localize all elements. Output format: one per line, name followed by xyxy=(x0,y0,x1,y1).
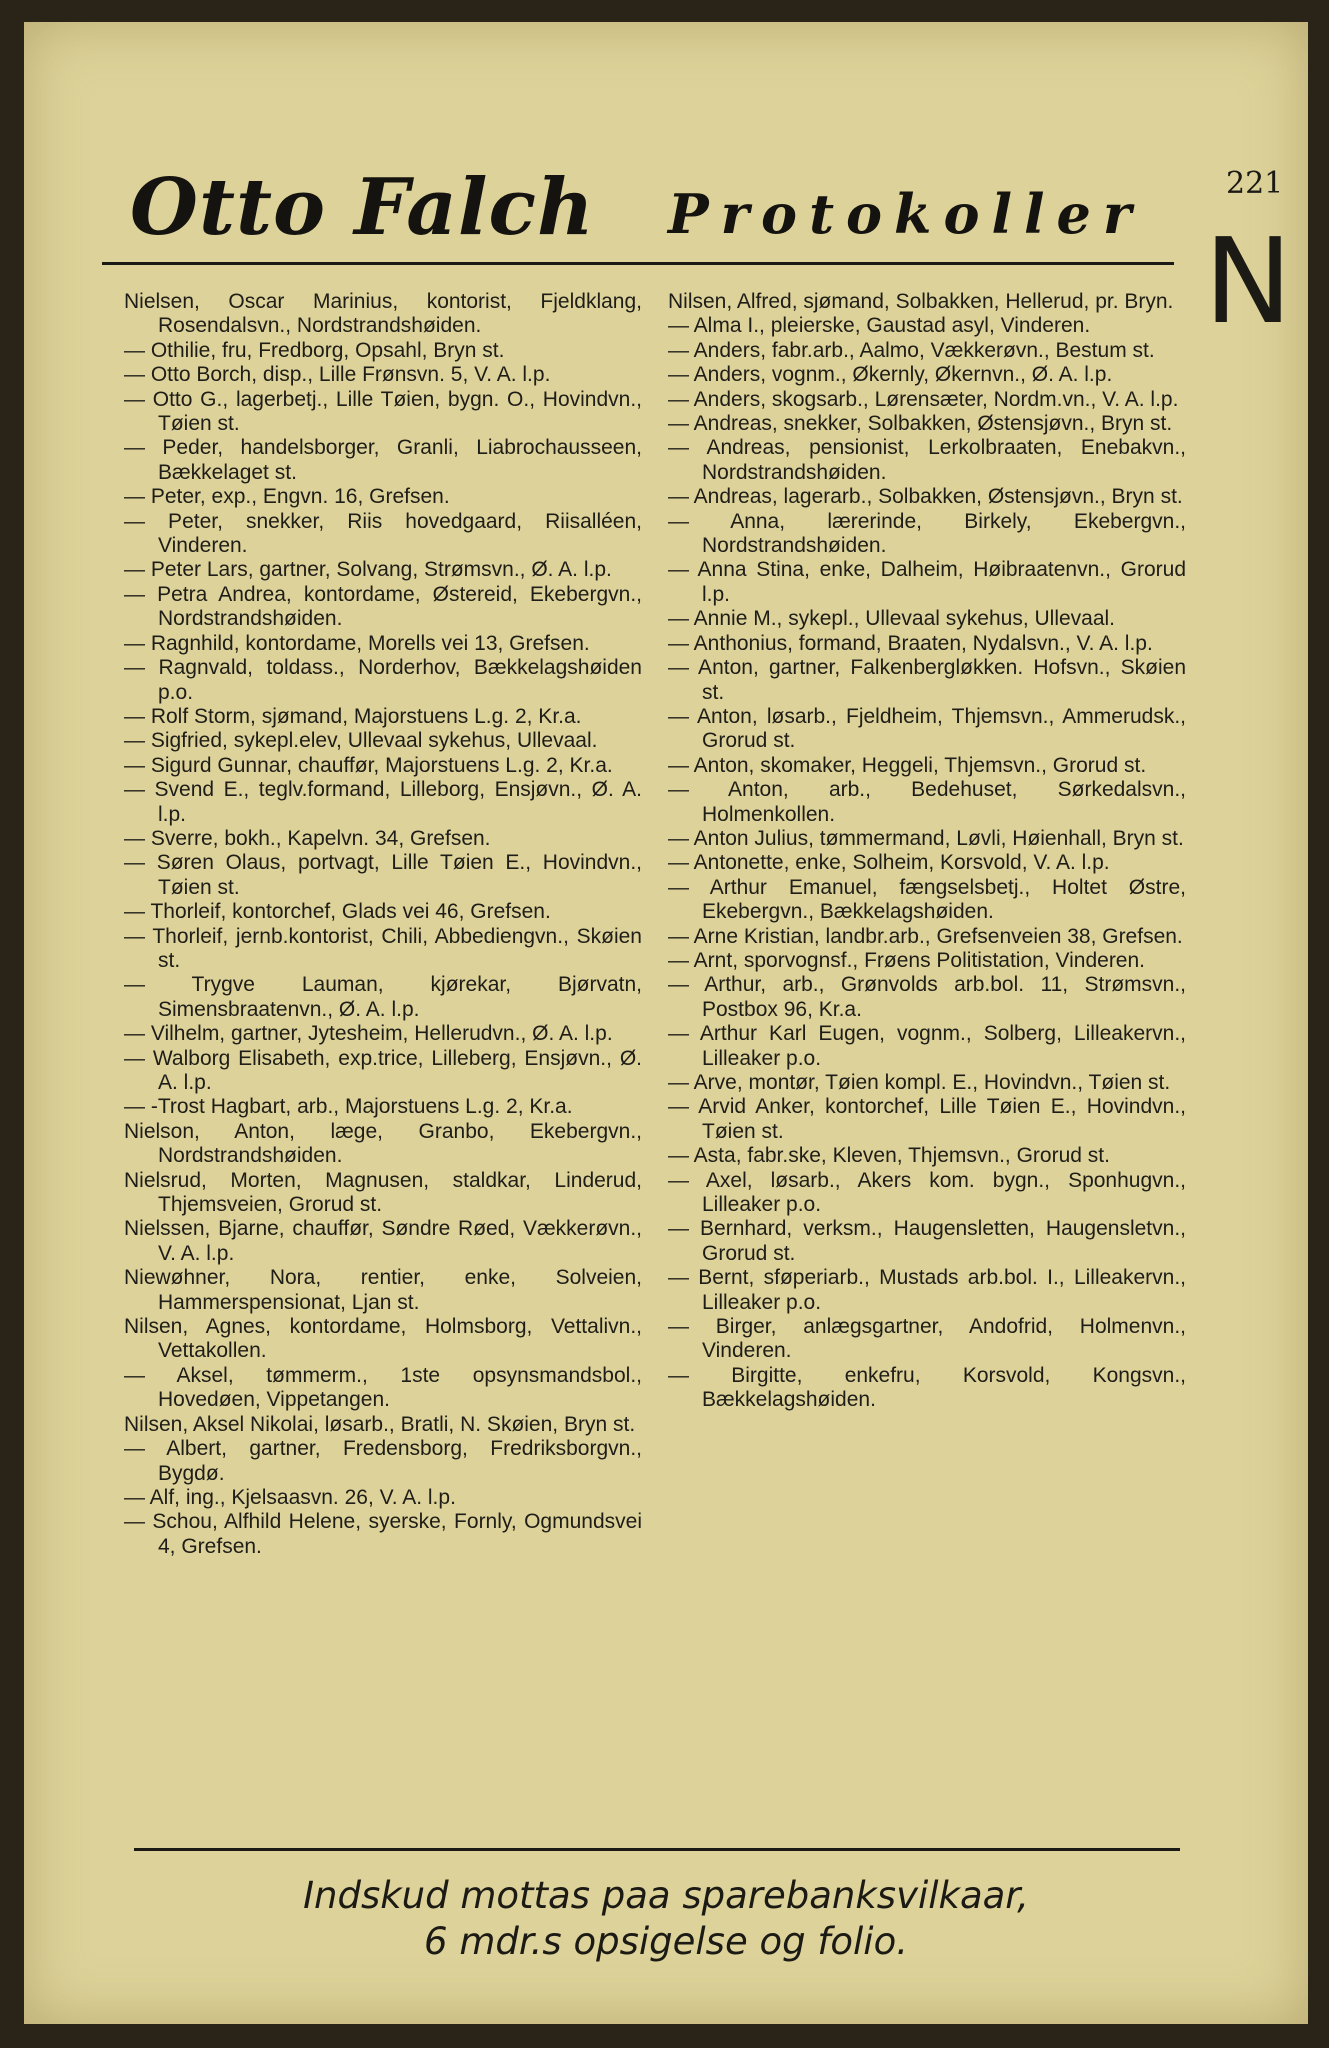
directory-entry: Nielson, Anton, læge, Granbo, Ekebergvn., Nordstrandshøiden. xyxy=(124,1119,642,1168)
directory-entry: — Bernt, sføperiarb., Mustads arb.bol. I., Lilleakervn., Lilleaker p.o. xyxy=(668,1266,1186,1314)
page-number: 221 xyxy=(1226,166,1284,201)
directory-entry: Nilsen, Alfred, sjømand, Solbakken, Hellerud, pr. Bryn. xyxy=(668,290,1174,313)
directory-entry: — Anthonius, formand, Braaten, Nydalsvn., V. A. l.p. xyxy=(668,631,1153,655)
directory-entry: — Arthur, arb., Grønvolds arb.bol. 11, Strømsvn., Postbox 96, Kr.a. xyxy=(668,973,1186,1021)
directory-entry: — Peter Lars, gartner, Solvang, Strømsvn., Ø. A. l.p. xyxy=(124,558,612,582)
footer-divider xyxy=(134,1848,1180,1851)
directory-entry: — Annie M., sykepl., Ullevaal sykehus, Ullevaal. xyxy=(668,607,1116,631)
directory-entry: — Andreas, pensionist, Lerkolbraaten, Enebakvn., Nordstrandshøiden. xyxy=(668,436,1186,484)
directory-entry: — Bernhard, verksm., Haugensletten, Haugensletvn., Grorud st. xyxy=(668,1217,1186,1265)
directory-entry: — Anna Stina, enke, Dalheim, Høibraatenvn., Grorud l.p. xyxy=(668,558,1186,606)
directory-entry: Nielssen, Bjarne, chauffør, Søndre Røed, Vækkerøvn., V. A. l.p. xyxy=(124,1217,642,1265)
directory-entry: — Rolf Storm, sjømand, Majorstuens L.g. 2, Kr.a. xyxy=(124,704,582,728)
directory-entry: — Asta, fabr.ske, Kleven, Thjemsvn., Grorud st. xyxy=(668,1144,1110,1168)
directory-entry: — Axel, løsarb., Akers kom. bygn., Sponhugvn., Lilleaker p.o. xyxy=(668,1168,1186,1217)
directory-entry: — Anton Julius, tømmermand, Løvli, Høienhall, Bryn st. xyxy=(668,826,1184,850)
directory-entry: — Birgitte, enkefru, Korsvold, Kongsvn., Bækkelagshøiden. xyxy=(668,1363,1186,1412)
directory-entry: — Anton, gartner, Falkenbergløkken. Hofsvn., Skøien st. xyxy=(668,656,1186,704)
directory-entry: — Andreas, snekker, Solbakken, Østensjøvn., Bryn st. xyxy=(668,412,1173,436)
directory-entry: — Arne Kristian, landbr.arb., Grefsenveien 38, Grefsen. xyxy=(668,924,1183,948)
directory-entry: — Arvid Anker, kontorchef, Lille Tøien E., Hovindvn., Tøien st. xyxy=(668,1095,1186,1143)
directory-entry: — Svend E., teglv.formand, Lilleborg, Ensjøvn., Ø. A. l.p. xyxy=(124,778,642,826)
right-column xyxy=(668,290,1186,1413)
directory-entry: — Anton, løsarb., Fjeldheim, Thjemsvn., Ammerudsk., Grorud st. xyxy=(668,704,1186,753)
section-letter: N xyxy=(1204,212,1293,350)
directory-entry: — Anders, fabr.arb., Aalmo, Vækkerøvn., Bestum st. xyxy=(668,338,1155,362)
directory-entry: — Anna, lærerinde, Birkely, Ekebergvn., Nordstrandshøiden. xyxy=(668,509,1186,558)
directory-entry: — Peter, snekker, Riis hovedgaard, Riisalléen, Vinderen. xyxy=(124,509,642,558)
directory-entry: — Otto Borch, disp., Lille Frønsvn. 5, V. A. l.p. xyxy=(124,363,551,387)
directory-entry: — Thorleif, kontorchef, Glads vei 46, Grefsen. xyxy=(124,900,551,924)
directory-entry: — Arve, montør, Tøien kompl. E., Hovindvn., Tøien st. xyxy=(668,1071,1171,1094)
directory-entry: — Birger, anlægsgartner, Andofrid, Holmenvn., Vinderen. xyxy=(668,1315,1186,1363)
directory-entry: — Otto G., lagerbetj., Lille Tøien, bygn. O., Hovindvn., Tøien st. xyxy=(124,387,642,436)
directory-entry: — Vilhelm, gartner, Jytesheim, Hellerudvn., Ø. A. l.p. xyxy=(124,1022,613,1046)
directory-entry: Nilsen, Aksel Nikolai, løsarb., Bratli, N. Skøien, Bryn st. xyxy=(124,1412,636,1436)
directory-entry: — Schou, Alfhild Helene, syerske, Fornly, Ogmundsvei 4, Grefsen. xyxy=(124,1510,642,1558)
directory-entry: — Petra Andrea, kontordame, Østereid, Ekebergvn., Nordstrandshøiden. xyxy=(124,582,642,631)
directory-entry: — -Trost Hagbart, arb., Majorstuens L.g. 2, Kr.a. xyxy=(124,1095,573,1119)
directory-entry: — Alf, ing., Kjelsaasvn. 26, V. A. l.p. xyxy=(124,1485,456,1509)
directory-entry: — Sverre, bokh., Kapelvn. 34, Grefsen. xyxy=(124,826,491,850)
directory-entry: — Sigfried, sykepl.elev, Ullevaal sykehus, Ullevaal. xyxy=(124,729,598,753)
directory-entry: — Sigurd Gunnar, chauffør, Majorstuens L.g. 2, Kr.a. xyxy=(124,753,613,777)
brand-subtitle: Protokoller xyxy=(668,182,1144,246)
directory-entry: — Walborg Elisabeth, exp.trice, Lilleberg, Ensjøvn., Ø. A. l.p. xyxy=(124,1046,642,1094)
directory-entry: — Anders, vognm., Økernly, Økernvn., Ø. A. l.p. xyxy=(668,363,1113,387)
directory-entry: Nielsrud, Morten, Magnusen, staldkar, Linderud, Thjemsveien, Grorud st. xyxy=(124,1168,642,1217)
directory-entry: Nielsen, Oscar Marinius, kontorist, Fjeldklang, Rosendalsvn., Nordstrandshøiden. xyxy=(124,290,642,338)
directory-entry: Niewøhner, Nora, rentier, enke, Solveien, Hammerspensionat, Ljan st. xyxy=(124,1266,642,1314)
directory-entry: — Arthur Karl Eugen, vognm., Solberg, Lilleakervn., Lilleaker p.o. xyxy=(668,1022,1186,1070)
directory-entry: — Arthur Emanuel, fængselsbetj., Holtet Østre, Ekebergvn., Bækkelagshøiden. xyxy=(668,875,1186,924)
brand-title: Otto Falch xyxy=(130,162,595,253)
directory-entry: — Anders, skogsarb., Lørensæter, Nordm.vn., V. A. l.p. xyxy=(668,387,1179,411)
footer-line-1: Indskud mottas paa sparebanksvilkaar, xyxy=(303,1874,1029,1917)
directory-page xyxy=(24,22,1308,2024)
footer-line-2: 6 mdr.s opsigelse og folio. xyxy=(424,1920,908,1963)
directory-entry: — Othilie, fru, Fredborg, Opsahl, Bryn st. xyxy=(124,338,505,362)
header-banner xyxy=(108,154,1178,264)
left-column xyxy=(124,290,642,1559)
directory-entry: — Antonette, enke, Solheim, Korsvold, V. A. l.p. xyxy=(668,851,1110,875)
directory-entry: — Aksel, tømmerm., 1ste opsynsmandsbol., Hovedøen, Vippetangen. xyxy=(124,1363,642,1412)
directory-entry: — Søren Olaus, portvagt, Lille Tøien E., Hovindvn., Tøien st. xyxy=(124,851,642,899)
header-divider xyxy=(102,262,1174,265)
directory-entry: — Anton, skomaker, Heggeli, Thjemsvn., Grorud st. xyxy=(668,753,1147,777)
directory-entry: — Andreas, lagerarb., Solbakken, Østensjøvn., Bryn st. xyxy=(668,485,1183,509)
directory-entry: — Thorleif, jernb.kontorist, Chili, Abbediengvn., Skøien st. xyxy=(124,924,642,972)
directory-entry: — Ragnhild, kontordame, Morells vei 13, Grefsen. xyxy=(124,631,590,655)
directory-entry: — Albert, gartner, Fredensborg, Fredriksborgvn., Bygdø. xyxy=(124,1437,642,1485)
directory-entry: — Anton, arb., Bedehuset, Sørkedalsvn., Holmenkollen. xyxy=(668,778,1186,826)
directory-entry: Nilsen, Agnes, kontordame, Holmsborg, Vettalivn., Vettakollen. xyxy=(124,1315,642,1363)
directory-entry: — Peder, handelsborger, Granli, Liabrochausseen, Bækkelaget st. xyxy=(124,436,642,484)
directory-entry: — Ragnvald, toldass., Norderhov, Bækkelagshøiden p.o. xyxy=(124,656,642,704)
directory-entry: — Trygve Lauman, kjørekar, Bjørvatn, Simensbraatenvn., Ø. A. l.p. xyxy=(124,973,642,1021)
directory-entry: — Arnt, sporvognsf., Frøens Politistation, Vinderen. xyxy=(668,948,1146,972)
directory-entry: — Alma I., pleierske, Gaustad asyl, Vinderen. xyxy=(668,314,1091,338)
directory-entry: — Peter, exp., Engvn. 16, Grefsen. xyxy=(124,485,450,509)
